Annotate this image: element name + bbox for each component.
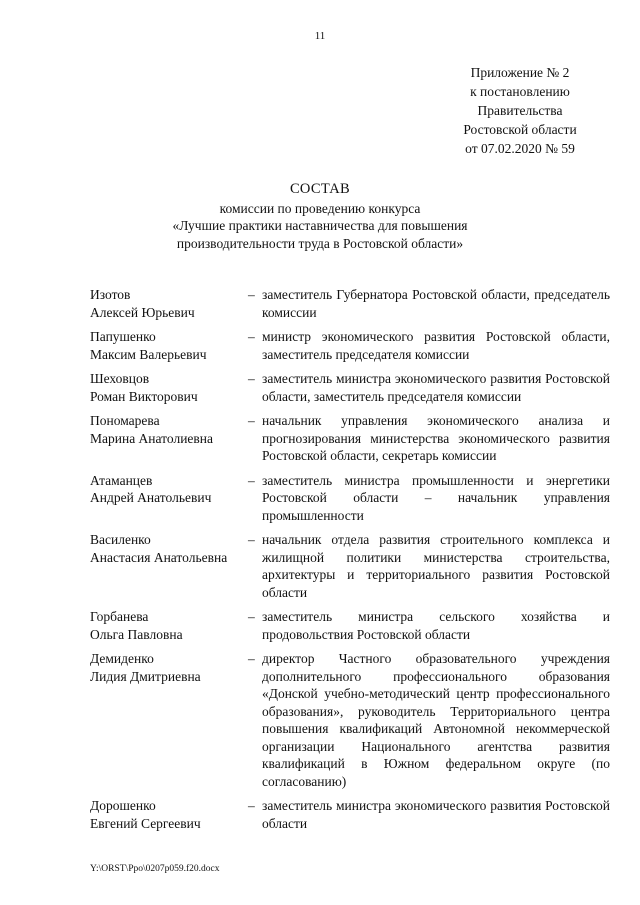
- member-row: [90, 650, 610, 790]
- member-dash: –: [248, 532, 255, 547]
- member-given-name: Роман Викторович: [90, 388, 198, 404]
- appendix-reference: [440, 63, 600, 158]
- member-surname: Пономарева: [90, 413, 160, 428]
- member-role: министр экономического развития Ростовской области, заместитель председателя комиссии: [262, 329, 610, 362]
- member-given-name: Андрей Анатольевич: [90, 490, 212, 505]
- member-dash: –: [248, 609, 255, 624]
- commission-members-list: [90, 286, 610, 832]
- member-name: [90, 797, 248, 832]
- member-name: [90, 328, 248, 363]
- member-given-name: Евгений Сергеевич: [90, 815, 201, 831]
- member-surname: Атаманцев: [90, 472, 153, 488]
- member-row: [90, 472, 610, 525]
- member-row: [90, 797, 610, 832]
- member-surname: Василенко: [90, 532, 151, 547]
- member-dash: –: [248, 798, 255, 813]
- member-surname: Демиденко: [90, 651, 154, 666]
- member-role: заместитель министра промышленности и энергетики Ростовской области – начальник управления промышленности: [262, 472, 610, 523]
- page-number: 11: [314, 30, 326, 42]
- member-surname: Горбанева: [90, 609, 149, 624]
- member-row: [90, 286, 610, 321]
- title-line: производительности труда в Ростовской области»: [176, 235, 464, 251]
- member-given-name: Алексей Юрьевич: [90, 304, 195, 320]
- member-dash: –: [248, 472, 255, 488]
- member-name: [90, 608, 248, 643]
- appendix-line: к постановлению: [470, 84, 570, 99]
- member-name: [90, 286, 248, 321]
- member-dash: –: [248, 287, 255, 302]
- member-given-name: Марина Анатолиевна: [90, 430, 214, 446]
- member-role: директор Частного образовательного учреждения дополнительного профессионального образования «Донской учебно-методический центр профессионального образования», руководитель Территориального центра повышения квалификаций Автономной некоммерческой организации Национального агентства развития квалификаций в Южном федеральном округе (по согласованию): [262, 651, 610, 789]
- member-dash: –: [248, 651, 255, 666]
- file-path-footer: Y:\ORST\Ppo\0207p059.f20.docx: [90, 864, 220, 874]
- member-role: начальник отдела развития строительного комплекса и жилищной политики министерства строительства, архитектуры и территориального развития Ростовской области: [262, 532, 610, 600]
- title-line: «Лучшие практики наставничества для повышения: [172, 218, 468, 233]
- member-row: [90, 412, 610, 465]
- member-name: [90, 650, 248, 790]
- member-row: [90, 531, 610, 601]
- member-row: [90, 608, 610, 643]
- appendix-line: Правительства: [477, 103, 563, 118]
- member-name: [90, 412, 248, 465]
- member-surname: Изотов: [90, 287, 131, 302]
- member-name: [90, 370, 248, 405]
- member-name: [90, 531, 248, 601]
- member-dash: –: [248, 329, 255, 344]
- appendix-line: Ростовской области: [463, 122, 577, 137]
- title-line: комиссии по проведению конкурса: [219, 200, 421, 216]
- member-role: заместитель Губернатора Ростовской области, председатель комиссии: [262, 287, 610, 320]
- document-title: [0, 181, 640, 252]
- member-role: заместитель министра экономического развития Ростовской области, заместитель председателя комиссии: [262, 371, 610, 404]
- member-row: [90, 328, 610, 363]
- appendix-line: от 07.02.2020 № 59: [465, 141, 575, 156]
- member-name: [90, 472, 248, 525]
- title-heading: СОСТАВ: [289, 181, 351, 197]
- member-role: заместитель министра экономического развития Ростовской области: [262, 798, 610, 831]
- member-row: [90, 370, 610, 405]
- member-dash: –: [248, 371, 255, 386]
- member-given-name: Максим Валерьевич: [90, 346, 207, 362]
- member-given-name: Анастасия Анатольевна: [90, 549, 228, 565]
- member-given-name: Лидия Дмитриевна: [90, 668, 201, 684]
- member-role: начальник управления экономического анализа и прогнозирования министерства экономического развития Ростовской области, секретарь комиссии: [262, 413, 610, 463]
- member-surname: Шеховцов: [90, 371, 150, 386]
- member-surname: Папушенко: [90, 329, 156, 344]
- appendix-line: Приложение № 2: [470, 65, 570, 80]
- member-dash: –: [248, 413, 255, 428]
- member-surname: Дорошенко: [90, 798, 156, 813]
- member-given-name: Ольга Павловна: [90, 626, 183, 642]
- member-role: заместитель министра сельского хозяйства и продовольствия Ростовской области: [262, 609, 610, 642]
